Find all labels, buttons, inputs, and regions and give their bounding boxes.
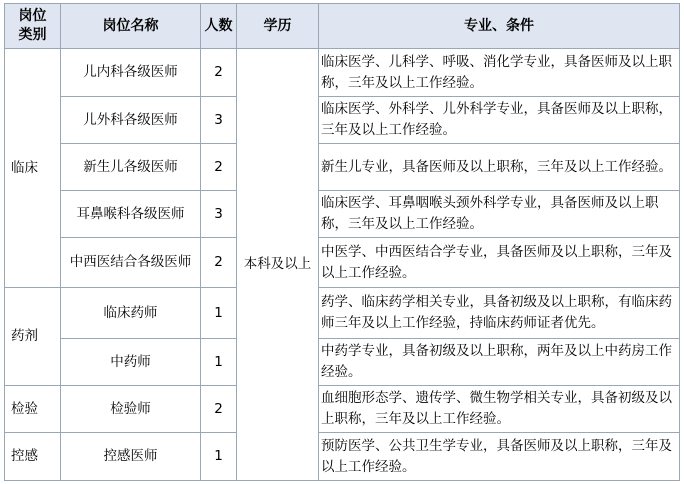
table-row [5, 97, 680, 144]
requirements-cell: 中医学、中西医结合学专业，具备医师及以上职称，三年及以上工作经验。 [319, 238, 680, 288]
position-cell: 检验师 [61, 386, 201, 433]
count-cell: 1 [201, 433, 237, 481]
category-cell: 临床 [5, 49, 61, 288]
header-requirements: 专业、条件 [319, 4, 680, 49]
position-cell: 耳鼻喉科各级医师 [61, 191, 201, 238]
education-cell: 本科及以上 [237, 49, 319, 481]
count-cell: 1 [201, 339, 237, 386]
requirements-cell: 预防医学、公共卫生学专业，具备医师及以上职称，三年及以上工作经验。 [319, 433, 680, 481]
table-row [5, 144, 680, 191]
requirements-cell: 新生儿专业，具备医师及以上职称，三年及以上工作经验。 [319, 144, 680, 191]
table-row [5, 339, 680, 386]
position-cell: 中药师 [61, 339, 201, 386]
position-cell: 新生儿各级医师 [61, 144, 201, 191]
table-row [5, 386, 680, 433]
count-cell: 3 [201, 97, 237, 144]
position-cell: 儿外科各级医师 [61, 97, 201, 144]
header-row [5, 4, 680, 49]
requirements-cell: 临床医学、儿科学、呼吸、消化学专业，具备医师及以上职称，三年及以上工作经验。 [319, 49, 680, 97]
position-cell: 中西医结合各级医师 [61, 238, 201, 288]
requirements-cell: 血细胞形态学、遗传学、微生物学相关专业，具备初级及以上职称，三年及以上工作经验。 [319, 386, 680, 433]
requirements-cell: 临床医学、外科学、儿外科学专业，具备医师及以上职称，三年及以上工作经验。 [319, 97, 680, 144]
category-cell: 检验 [5, 386, 61, 433]
position-cell: 儿内科各级医师 [61, 49, 201, 97]
count-cell: 1 [201, 288, 237, 339]
header-category: 岗位 类别 [5, 4, 61, 49]
table-row [5, 49, 680, 97]
count-cell: 2 [201, 386, 237, 433]
count-cell: 2 [201, 144, 237, 191]
count-cell: 2 [201, 238, 237, 288]
requirements-cell: 药学、临床药学相关专业，具备初级及以上职称，有临床药师三年及以上工作经验，持临床药师证者优先。 [319, 288, 680, 339]
header-count: 人数 [201, 4, 237, 49]
recruitment-table [4, 3, 680, 481]
category-cell: 控感 [5, 433, 61, 481]
recruitment-table-container [4, 3, 679, 480]
table-row [5, 288, 680, 339]
table-row [5, 238, 680, 288]
header-position: 岗位名称 [61, 4, 201, 49]
requirements-cell: 中药学专业，具备初级及以上职称，两年及以上中药房工作经验。 [319, 339, 680, 386]
count-cell: 2 [201, 49, 237, 97]
header-education: 学历 [237, 4, 319, 49]
table-row [5, 191, 680, 238]
table-row [5, 433, 680, 481]
category-cell: 药剂 [5, 288, 61, 386]
position-cell: 临床药师 [61, 288, 201, 339]
requirements-cell: 临床医学、耳鼻咽喉头颈外科学专业，具备医师及以上职称，三年及以上工作经验。 [319, 191, 680, 238]
position-cell: 控感医师 [61, 433, 201, 481]
count-cell: 3 [201, 191, 237, 238]
